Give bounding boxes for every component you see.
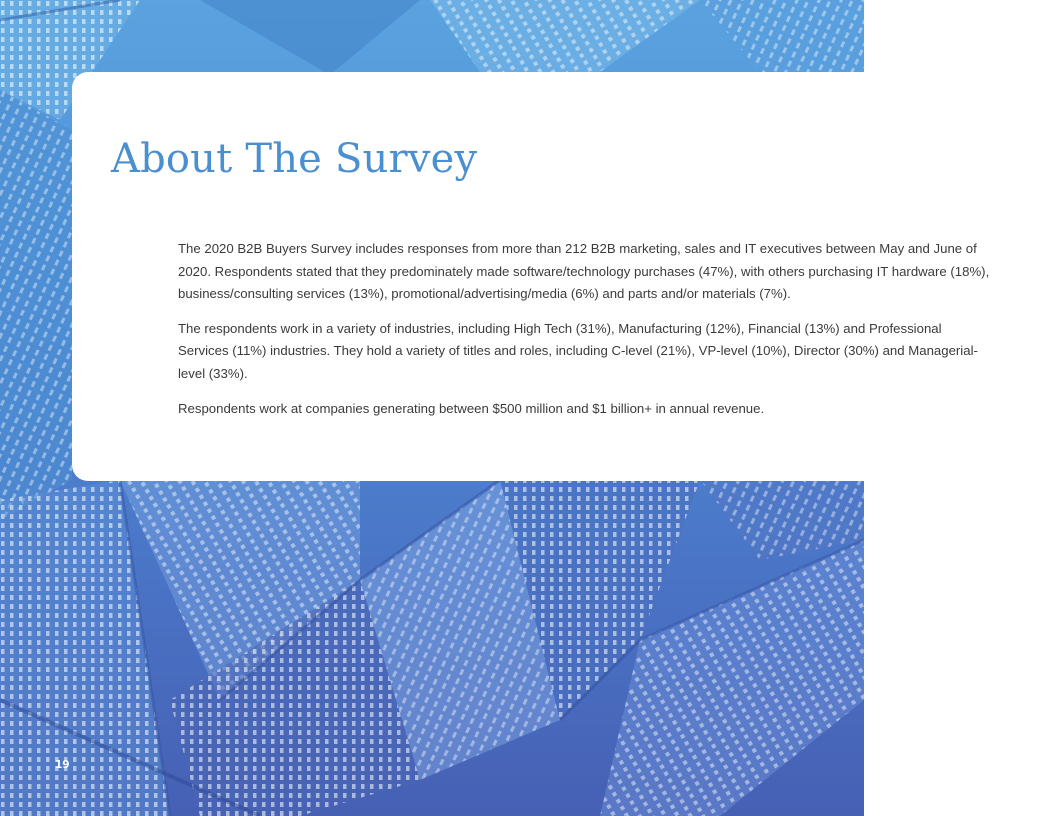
paragraph: Respondents work at companies generating between $500 million and $1 billion+ in annual revenue. — [178, 400, 765, 416]
content-card — [72, 72, 990, 481]
page-title: About The Survey — [111, 136, 478, 182]
paragraph: The respondents work in a variety of industries, including High Tech (31%), Manufacturing (12%), Financial (13%) and Professional Services (11%) industries. They hold a variety of titles and roles, including C-level (21%), VP-level (10%), Director (30%) and Managerial-level (33%). — [178, 320, 978, 381]
body-text — [178, 238, 990, 432]
paragraph: The 2020 B2B Buyers Survey includes responses from more than 212 B2B marketing, sales and IT executives between May and June of 2020. Respondents stated that they predominately made software/technology purchases (47%), with others purchasing IT hardware (18%), business/consulting services (13%), promotional/advertising/media (6%) and parts and/or materials (7%). — [178, 241, 990, 302]
page-number: 19 — [55, 759, 70, 771]
